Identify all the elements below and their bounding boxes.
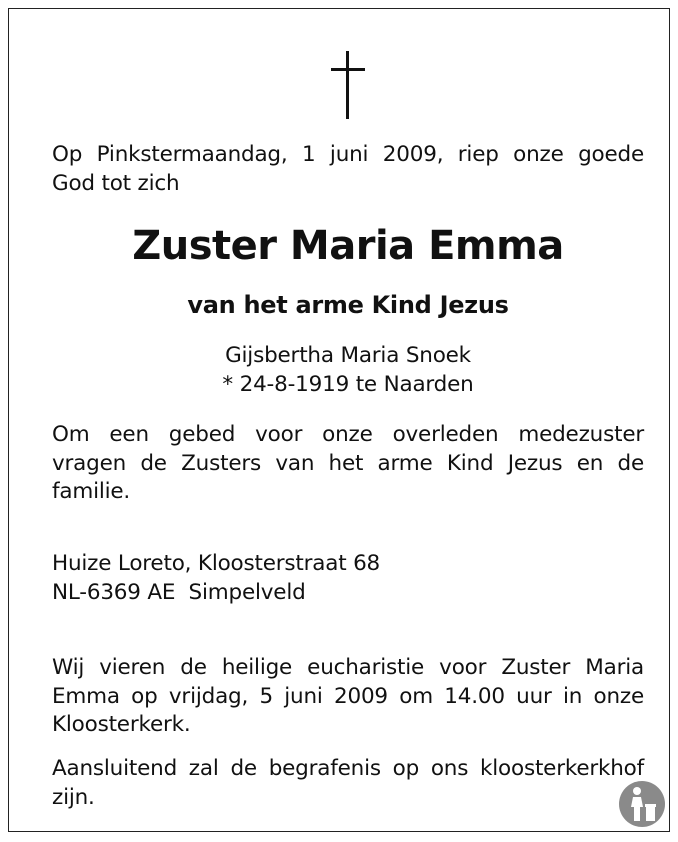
birth-name: Gijsbertha Maria Snoek <box>225 343 471 368</box>
burial-details <box>52 755 644 812</box>
burial-line-2: zijn. <box>52 784 95 810</box>
religious-order: van het arme Kind Jezus <box>187 291 509 319</box>
service-line-2: Emma op vrijdag, 5 juni 2009 om 14.00 uur in onze <box>52 683 644 709</box>
address-block <box>52 550 644 607</box>
address-line-2: NL-6369 AE Simpelveld <box>52 579 306 605</box>
address-line-1: Huize Loreto, Kloosterstraat 68 <box>52 551 381 576</box>
service-line-1: Wij vieren de heilige eucharistie voor Zuster Maria <box>52 655 644 680</box>
deceased-name: Zuster Maria Emma <box>132 223 564 269</box>
birth-date-place: * 24-8-1919 te Naarden <box>222 371 474 397</box>
memorial-logo-icon <box>618 780 666 828</box>
request-line-1: Om een gebed voor onze overleden medezuster <box>52 422 644 447</box>
intro-line-2: God tot zich <box>52 170 180 196</box>
request-line-3: familie. <box>52 479 131 504</box>
birth-details <box>52 342 644 399</box>
intro-line-1: Op Pinkstermaandag, 1 juni 2009, riep onze goede <box>52 142 644 167</box>
intro-text <box>52 141 644 198</box>
burial-line-1: Aansluitend zal de begrafenis op ons kloosterkerkhof <box>52 756 644 781</box>
death-notice <box>8 8 670 832</box>
service-details <box>52 654 644 740</box>
request-line-2: vragen de Zusters van het arme Kind Jezus en de <box>52 450 644 476</box>
cross-icon <box>331 51 365 119</box>
prayer-request <box>52 421 644 507</box>
service-line-3: Kloosterkerk. <box>52 712 191 737</box>
